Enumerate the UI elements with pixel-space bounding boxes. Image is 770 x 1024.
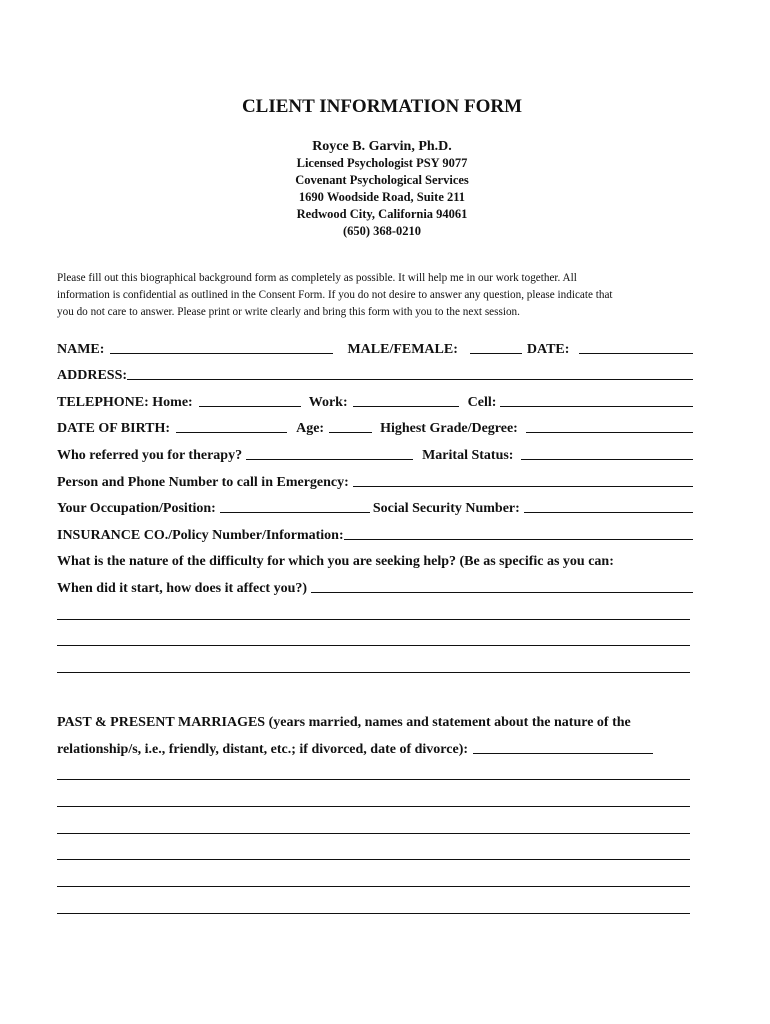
difficulty-question: What is the nature of the difficulty for which you are seeking help? (Be as specific as you can: [57,554,614,569]
header-city: Redwood City, California 94061 [296,207,468,221]
marital-label: Marital Status: [422,448,514,463]
grade-field[interactable] [526,414,693,433]
row-birth [57,415,693,437]
marriages-answer-line[interactable] [57,886,690,887]
row-name [57,336,693,358]
marriages-answer-line[interactable] [57,859,690,860]
referral-field[interactable] [246,441,413,460]
age-field[interactable] [329,414,372,433]
date-field[interactable] [579,335,693,354]
form-title: CLIENT INFORMATION FORM [241,96,523,117]
occupation-label: Your Occupation/Position: [57,501,216,516]
doctor-name: Royce B. Garvin, Ph.D. [312,139,452,154]
row-address [57,362,693,384]
ssn-label: Social Security Number: [372,501,520,516]
intro-line: information is confidential as outlined in the Consent Form. If you do not desire to answer any question, please indicate that [57,289,613,301]
difficulty-answer-line[interactable] [57,672,690,673]
name-field[interactable] [110,335,333,354]
marriages-answer-line[interactable] [57,833,690,834]
marriages-answer-line[interactable] [57,806,690,807]
marriages-followup: relationship/s, i.e., friendly, distant, etc.; if divorced, date of divorce): [57,742,469,757]
home-phone-label: TELEPHONE: Home: [57,395,193,410]
work-phone-field[interactable] [353,388,459,407]
emergency-label: Person and Phone Number to call in Emergency: [57,475,349,490]
difficulty-answer-line[interactable] [57,619,690,620]
row-occupation [57,495,693,517]
row-marriages-detail [57,736,693,758]
age-label: Age: [296,421,325,436]
name-label: NAME: [57,342,105,357]
difficulty-field[interactable] [311,574,693,593]
insurance-field[interactable] [344,521,693,540]
header-street: 1690 Woodside Road, Suite 211 [298,190,466,204]
date-label: DATE: [526,342,570,357]
marriages-answer-line[interactable] [57,913,690,914]
grade-label: Highest Grade/Degree: [380,421,518,436]
row-difficulty-question [57,548,693,570]
difficulty-followup: When did it start, how does it affect you?) [57,581,308,596]
row-referral [57,442,693,464]
gender-field[interactable] [470,335,522,354]
row-insurance [57,522,693,544]
intro-line: you do not care to answer. Please print or write clearly and bring this form with you to the next session. [57,306,520,318]
header-practice: Covenant Psychological Services [295,173,469,187]
address-field[interactable] [127,361,693,380]
row-emergency [57,469,693,491]
address-label: ADDRESS: [57,368,128,383]
ssn-field[interactable] [524,494,693,513]
header-license: Licensed Psychologist PSY 9077 [296,156,468,170]
insurance-label: INSURANCE CO./Policy Number/Information: [57,528,344,543]
cell-phone-field[interactable] [500,388,693,407]
occupation-field[interactable] [220,494,370,513]
gender-label: MALE/FEMALE: [347,342,458,357]
intro-line: Please fill out this biographical background form as completely as possible. It will help me in our work together. All [57,272,577,284]
cell-phone-label: Cell: [467,395,497,410]
emergency-field[interactable] [353,468,693,487]
dob-label: DATE OF BIRTH: [57,421,171,436]
header-phone: (650) 368-0210 [342,224,422,238]
row-difficulty-start [57,575,693,597]
dob-field[interactable] [176,414,287,433]
work-phone-label: Work: [308,395,348,410]
marriages-question: PAST & PRESENT MARRIAGES (years married, names and statement about the nature of the [57,715,631,730]
intro-paragraph [57,270,697,321]
row-telephone [57,389,693,411]
difficulty-answer-line[interactable] [57,645,690,646]
divorce-date-field[interactable] [473,735,653,754]
home-phone-field[interactable] [199,388,301,407]
row-marriages-question [57,709,693,731]
marriages-answer-line[interactable] [57,779,690,780]
marital-field[interactable] [521,441,693,460]
referral-label: Who referred you for therapy? [57,448,243,463]
